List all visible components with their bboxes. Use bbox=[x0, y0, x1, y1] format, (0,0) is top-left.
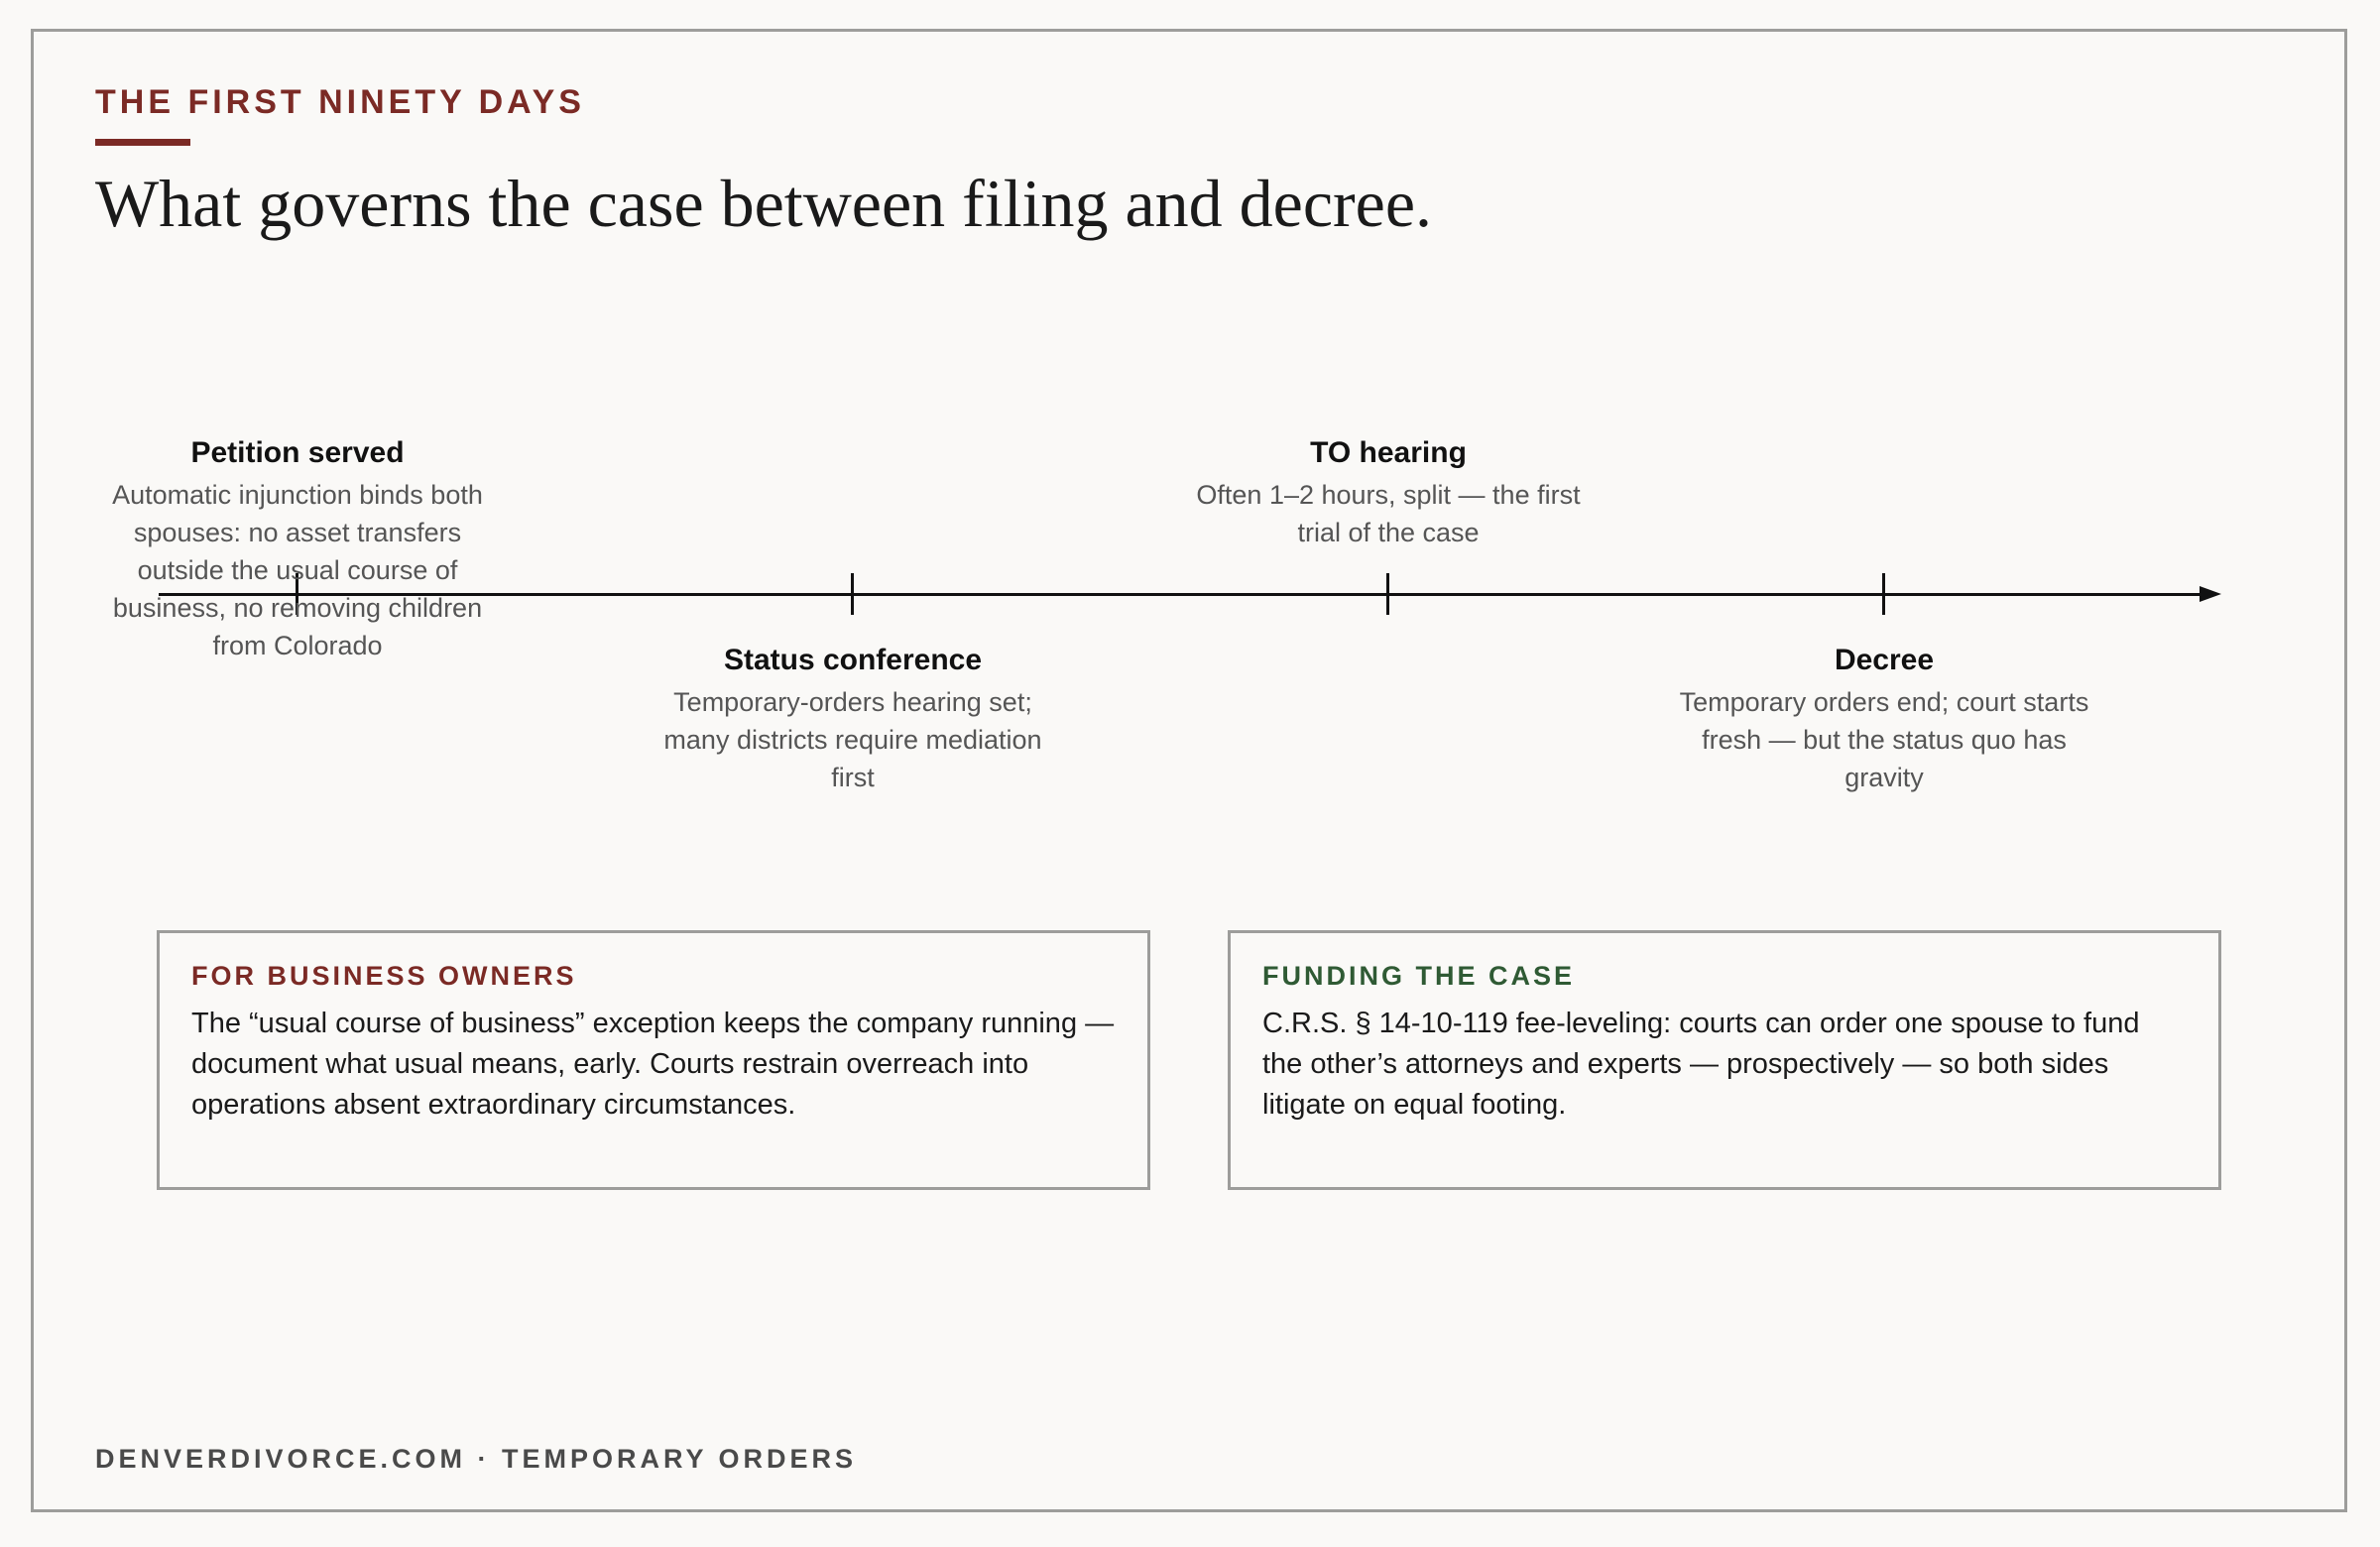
timeline-event-to-hearing bbox=[1180, 436, 1597, 551]
event-title: TO hearing bbox=[1310, 436, 1467, 469]
timeline-event-decree bbox=[1676, 644, 2092, 796]
event-title: Petition served bbox=[190, 436, 405, 469]
card-body: The “usual course of business” exception keeps the company running — document what usual means, early. Courts restrain overreach into operations absent extraordinary circumstances. bbox=[191, 1008, 1115, 1121]
card-funding-the-case bbox=[1228, 930, 2221, 1190]
event-title: Status conference bbox=[723, 644, 983, 676]
timeline-event-petition-served bbox=[89, 436, 506, 664]
card-label: FOR BUSINESS OWNERS bbox=[191, 961, 577, 991]
card-label: FUNDING THE CASE bbox=[1262, 961, 1576, 991]
card-business-owners bbox=[157, 930, 1150, 1190]
timeline-tick-status-conference bbox=[851, 573, 854, 615]
timeline-tick-decree bbox=[1882, 573, 1885, 615]
event-description: Temporary-orders hearing set; many districts require mediation first bbox=[663, 687, 1042, 792]
eyebrow-underline bbox=[95, 139, 190, 146]
event-title: Decree bbox=[1834, 644, 1935, 676]
footer-credit: DENVERDIVORCE.COM · TEMPORARY ORDERS bbox=[95, 1444, 858, 1474]
card-body: C.R.S. § 14-10-119 fee-leveling: courts can order one spouse to fund the other’s attorneys and experts — prospectively — so both sides litigate on equal footing. bbox=[1262, 1008, 2140, 1121]
page-title: What governs the case between filing and decree. bbox=[95, 166, 1433, 241]
event-description: Automatic injunction binds both spouses: no asset transfers outside the usual course of business, no removing children from Colorado bbox=[112, 480, 483, 660]
event-description: Temporary orders end; court starts fresh — but the status quo has gravity bbox=[1679, 687, 2089, 792]
timeline-event-status-conference bbox=[645, 644, 1061, 796]
event-description: Often 1–2 hours, split — the first trial of the case bbox=[1196, 480, 1581, 547]
section-eyebrow: THE FIRST NINETY DAYS bbox=[95, 83, 585, 121]
timeline-tick-to-hearing bbox=[1386, 573, 1389, 615]
timeline-arrowhead-icon bbox=[2200, 586, 2221, 602]
